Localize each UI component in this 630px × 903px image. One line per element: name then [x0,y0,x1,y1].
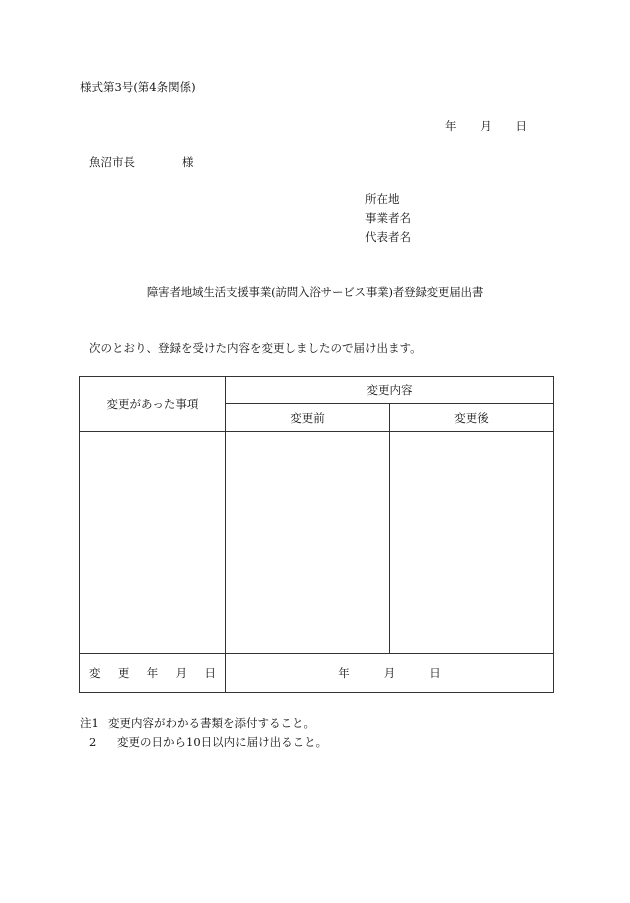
form-number: 様式第3号(第4条関係) [80,80,196,94]
after-change-field[interactable] [390,432,554,654]
addressee-name: 魚沼市長 [89,155,135,169]
change-date-year: 年 [338,666,350,680]
addressee [89,157,194,169]
body-text: 次のとおり、登録を受けた内容を変更しましたので届け出ます。 [89,341,422,355]
notes [80,718,327,756]
note-text: 変更の日から10日以内に届け出ること。 [117,735,328,749]
change-date-label-char: 日 [204,666,216,680]
change-content-header: 変更内容 [226,377,554,404]
note-number: 注1 [80,716,99,730]
document-title: 障害者地域生活支援事業(訪問入浴サービス事業)者登録変更届出書 [146,285,484,299]
change-date-month: 月 [383,666,396,680]
change-table [79,376,554,693]
date-year-label: 年 [445,119,457,133]
changed-item-header: 変更があった事項 [80,377,226,432]
date-day-label: 日 [515,119,527,133]
before-change-header: 変更前 [226,404,390,432]
changed-item-field[interactable] [80,432,226,654]
after-change-header: 変更後 [390,404,554,432]
note-number: 2 [89,735,97,749]
addressee-honorific: 様 [182,155,194,169]
change-date-day: 日 [429,666,441,680]
applicant-address-label: 所在地 [365,192,400,206]
change-date-field[interactable] [226,654,554,693]
applicant-representative-label: 代表者名 [365,230,411,244]
change-date-label-char: 更 [117,666,130,680]
note-text: 変更内容がわかる書類を添付すること。 [108,716,315,730]
before-change-field[interactable] [226,432,390,654]
change-date-label-char: 年 [146,666,159,680]
note-item [80,737,327,756]
change-date-label-char: 月 [175,666,188,680]
applicant-business-name-label: 事業者名 [365,211,411,225]
applicant-block [365,194,411,251]
change-date-label-char: 変 [89,666,101,680]
submission-date [445,121,527,133]
date-month-label: 月 [480,119,492,133]
change-date-label [80,654,226,693]
